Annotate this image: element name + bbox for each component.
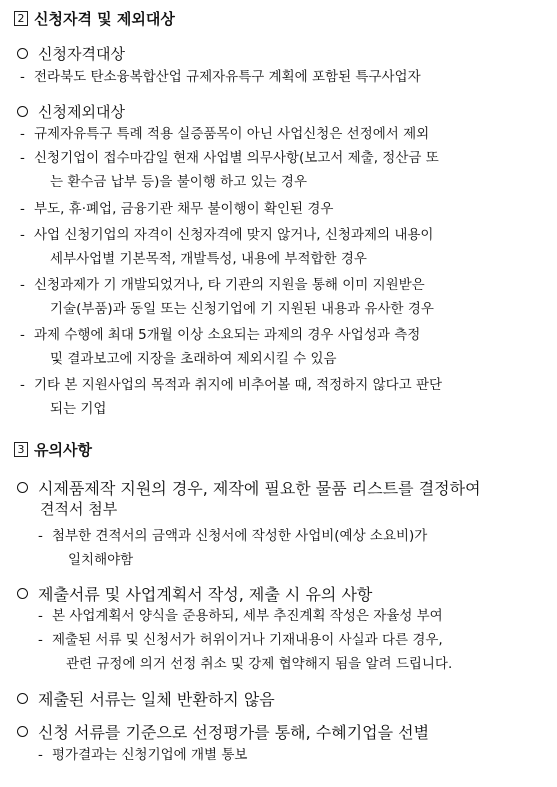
notice-continuation: 견적서 첨부 [40, 500, 118, 518]
notice-item [17, 687, 275, 710]
item-text: 신청과제가 기 개발되었거나, 타 기관의 지원을 통해 이미 지원받은 [34, 277, 425, 293]
notice-text: 신청 서류를 기준으로 선정평가를 통해, 수혜기업을 선별 [38, 723, 430, 742]
exclusion-heading [17, 101, 125, 122]
circle-bullet-icon [17, 106, 28, 117]
sub-continuation: 관련 규정에 의거 선정 취소 및 강제 협약해지 됨을 알려 드립니다. [66, 656, 453, 672]
section-number-box: 3 [14, 442, 28, 457]
item-continuation: 기술(부품)과 동일 또는 신청기업에 기 지원된 내용과 유사한 경우 [50, 301, 434, 317]
item-continuation: 는 환수금 납부 등)을 불이행 하고 있는 경우 [50, 174, 308, 190]
section-number-box: 2 [14, 11, 28, 26]
section-2-title [14, 8, 175, 29]
item-continuation: 되는 기업 [50, 401, 107, 417]
notice-text: 제출서류 및 사업계획서 작성, 제출 시 유의 사항 [38, 585, 373, 604]
heading-text: 신청자격대상 [38, 45, 125, 63]
notice-item [17, 720, 429, 743]
circle-bullet-icon [17, 48, 28, 59]
list-item: - 기타 본 지원사업의 목적과 취지에 비추어볼 때, 적정하지 않다고 판단 [20, 377, 443, 393]
item-text: 과제 수행에 최대 5개월 이상 소요되는 과제의 경우 사업성과 측정 [34, 327, 421, 343]
item-continuation: 세부사업별 기본목적, 개발특성, 내용에 부적합한 경우 [50, 251, 367, 267]
item-text: 사업 신청기업의 자격이 신청자격에 맞지 않거나, 신청과제의 내용이 [34, 227, 434, 243]
section-3-title [14, 439, 92, 460]
circle-bullet-icon [17, 588, 28, 599]
sub-item: - 제출된 서류 및 신청서가 허위이거나 기재내용이 사실과 다른 경우, [38, 632, 443, 648]
notice-text: 제출된 서류는 일체 반환하지 않음 [38, 690, 275, 709]
notice-text: 시제품제작 지원의 경우, 제작에 필요한 물품 리스트를 결정하여 [38, 479, 481, 498]
sub-item: - 평가결과는 신청기업에 개별 통보 [38, 747, 248, 763]
item-text: 부도, 휴·폐업, 금융기관 채무 불이행이 확인된 경우 [34, 201, 334, 217]
notice-item [17, 476, 481, 499]
sub-item: - 첨부한 견적서의 금액과 신청서에 작성한 사업비(예상 소요비)가 [38, 528, 428, 544]
eligibility-heading [17, 43, 125, 64]
list-item: - 전라북도 탄소융복합산업 규제자유특구 계획에 포함된 특구사업자 [20, 69, 421, 85]
list-item: - 과제 수행에 최대 5개월 이상 소요되는 과제의 경우 사업성과 측정 [20, 327, 421, 343]
list-item: - 사업 신청기업의 자격이 신청자격에 맞지 않거나, 신청과제의 내용이 [20, 227, 434, 243]
item-text: 신청기업이 접수마감일 현재 사업별 의무사항(보고서 제출, 정산금 또 [34, 150, 439, 166]
item-text: 기타 본 지원사업의 목적과 취지에 비추어볼 때, 적정하지 않다고 판단 [34, 377, 443, 393]
list-item: - 신청과제가 기 개발되었거나, 타 기관의 지원을 통해 이미 지원받은 [20, 277, 425, 293]
sub-text: 평가결과는 신청기업에 개별 통보 [52, 747, 248, 763]
list-item: - 부도, 휴·폐업, 금융기관 채무 불이행이 확인된 경우 [20, 201, 334, 217]
section-title-text: 유의사항 [34, 441, 92, 459]
list-item: - 신청기업이 접수마감일 현재 사업별 의무사항(보고서 제출, 정산금 또 [20, 150, 439, 166]
circle-bullet-icon [17, 693, 28, 704]
list-item: - 규제자유특구 특례 적용 실증품목이 아닌 사업신청은 선정에서 제외 [20, 126, 430, 142]
sub-text: 본 사업계획서 양식을 준용하되, 세부 추진계획 작성은 자율성 부여 [52, 608, 443, 624]
heading-text: 신청제외대상 [38, 103, 125, 121]
item-continuation: 및 결과보고에 지장을 초래하여 제외시킬 수 있음 [50, 351, 337, 367]
item-text: 전라북도 탄소융복합산업 규제자유특구 계획에 포함된 특구사업자 [34, 69, 421, 85]
circle-bullet-icon [17, 726, 28, 737]
notice-item [17, 582, 372, 605]
circle-bullet-icon [17, 482, 28, 493]
sub-continuation: 일치해야함 [68, 552, 134, 568]
item-text: 규제자유특구 특례 적용 실증품목이 아닌 사업신청은 선정에서 제외 [34, 126, 430, 142]
sub-item: - 본 사업계획서 양식을 준용하되, 세부 추진계획 작성은 자율성 부여 [38, 608, 443, 624]
sub-text: 제출된 서류 및 신청서가 허위이거나 기재내용이 사실과 다른 경우, [52, 632, 443, 648]
sub-text: 첨부한 견적서의 금액과 신청서에 작성한 사업비(예상 소요비)가 [52, 528, 428, 544]
section-title-text: 신청자격 및 제외대상 [34, 10, 175, 28]
